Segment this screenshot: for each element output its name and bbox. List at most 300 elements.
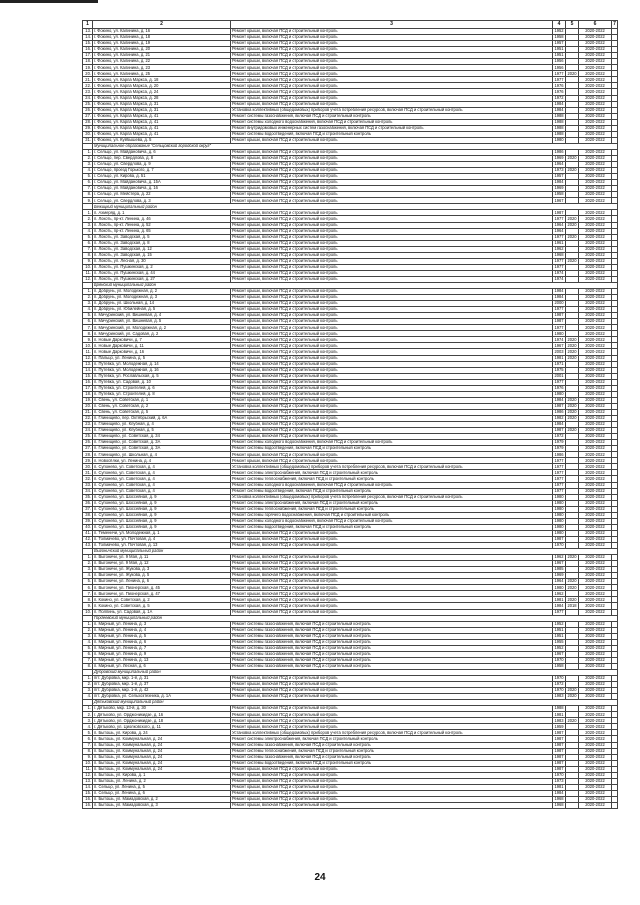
cell-start-year: 2020	[567, 222, 577, 227]
cell-address: п. Новые Дарковичи, д. 16	[93, 349, 231, 355]
cell-work-type: Ремонт крыши, включая ПСД и строительный контроль	[231, 567, 553, 573]
cell-row-number: 1.	[83, 210, 93, 216]
cell-address: п. Супонево, ул. Советская, д. 4	[93, 476, 231, 482]
cell-build-year: 1964	[554, 222, 564, 227]
cell-build-year: 1988	[554, 113, 564, 118]
cell-work-type: Ремонт крыши, включая ПСД и строительный контроль	[231, 422, 553, 428]
cell-work-type: Ремонт крыши, включая ПСД и строительный контроль	[231, 331, 553, 337]
cell-row-number: 14.	[83, 35, 93, 41]
cell-address: п. Глинищево, ул. Школьная, д. 4	[93, 452, 231, 458]
cell-address: г. Фокино, ул. Калинина, д. 23	[93, 65, 231, 71]
cell-period: 2020-2022	[579, 506, 612, 512]
cell-period: 2020-2022	[579, 95, 612, 101]
cell-work-type: Ремонт крыши, включая ПСД и строительный контроль	[231, 240, 553, 246]
cell-build-year: 1973	[554, 167, 564, 173]
cell-work-type: Ремонт системы газоснабжения, включая ПСД и строительный контроль	[231, 645, 553, 651]
cell-row-number: 22.	[83, 416, 93, 422]
cell-build-year: 1981	[554, 596, 564, 602]
cell-build-year: 1970	[554, 772, 564, 777]
cell-work-type: Ремонт крыши, включая ПСД и строительный контроль	[231, 379, 553, 385]
cell-period: 2020-2022	[579, 524, 612, 530]
cell-address: г. Фокино, ул. Карла Маркса, д. 41	[93, 125, 231, 131]
cell-build-year: 1969	[554, 155, 564, 161]
cell-work-type: Ремонт системы теплоснабжения, включая ПСД и строительный контроль	[231, 506, 553, 512]
cell-row-number: 18.	[83, 59, 93, 65]
cell-build-year: 1984	[554, 294, 564, 300]
cell-row-number: 7.	[83, 246, 93, 252]
cell-build-year: 1980	[554, 512, 564, 517]
cell-period: 2020-2022	[579, 748, 612, 754]
cell-work-type: Ремонт крыши, включая ПСД и строительный контроль	[231, 319, 553, 325]
cell-row-number: 12.	[83, 276, 93, 282]
cell-period: 2020-2022	[579, 585, 612, 591]
cell-start-year: 2020	[567, 234, 577, 239]
cell-build-year: 1980	[554, 500, 564, 505]
cell-work-type: Ремонт крыши, включая ПСД и строительный контроль	[231, 71, 553, 77]
cell-row-number: 8.	[83, 748, 93, 754]
cell-build-year: 1984	[554, 602, 564, 608]
cell-work-type: Ремонт крыши, включая ПСД и строительный контроль	[231, 162, 553, 168]
cell-work-type: Ремонт крыши, включая ПСД и строительный контроль	[231, 796, 553, 802]
cell-build-year: 1967	[554, 560, 564, 566]
cell-address: п. Выгоничи, ул. 9 Мая, д. 11	[93, 555, 231, 561]
cell-work-type: Ремонт системы газоснабжения, включая ПСД и строительный контроль	[231, 639, 553, 645]
cell-address: п. Супонево, ул. Советская, д. 4	[93, 464, 231, 470]
cell-build-year: 2001	[554, 373, 564, 378]
cell-address: п. Мичуринский, ул. Вишневая, д. 4	[93, 313, 231, 319]
cell-build-year: 1986	[554, 409, 564, 415]
cell-row-number: 39.	[83, 518, 93, 524]
cell-build-year: 1977	[554, 475, 564, 481]
cell-row-number: 32.	[83, 476, 93, 482]
cell-address: п. Локоть, ул. Заводская, д. 12	[93, 246, 231, 252]
cell-work-type: Ремонт крыши, включая ПСД и строительный контроль	[231, 234, 553, 240]
cell-address: п. Выгоничи, ул. 9 Мая, д. 12	[93, 561, 231, 567]
cell-period: 2020-2022	[579, 228, 612, 234]
cell-period: 2020-2022	[579, 621, 612, 627]
cell-address: п. Бытошь, ул. Кирова, д. 24	[93, 730, 231, 736]
cell-build-year: 1987	[554, 536, 564, 542]
cell-period: 2020-2022	[579, 784, 612, 790]
cell-work-type: Ремонт крыши, включая ПСД и строительный контроль	[231, 149, 553, 155]
cell-build-year: 1970	[554, 687, 564, 693]
cell-work-type: Установка коллективных (общедомовых) приборов учета потребления ресурсов, включая ПСД и строительный контроль	[231, 464, 553, 470]
cell-address: г. Сельцо, пер. Свердлова, д. 8	[93, 155, 231, 161]
cell-period: 2020-2022	[579, 694, 612, 700]
cell-address: п. Глинищево, ул. Советская, д. 3А	[93, 446, 231, 452]
cell-build-year: 1987	[554, 318, 564, 324]
cell-row-number: 43.	[83, 542, 93, 548]
cell-work-type: Ремонт крыши, включая ПСД и строительный контроль	[231, 198, 553, 204]
cell-row-number: 10.	[83, 760, 93, 766]
cell-period: 2020-2022	[579, 416, 612, 422]
cell-period: 2020-2022	[579, 778, 612, 784]
cell-period: 2020-2022	[579, 796, 612, 802]
cell-address: п. Локоть, ул. Заводская, д. 5	[93, 234, 231, 240]
cell-period: 2020-2022	[579, 458, 612, 464]
cell-address: п. Супонево, ул. Шоссейная, д. 9	[93, 518, 231, 524]
cell-address: г. Фокино, ул. Карла Маркса, д. 20	[93, 83, 231, 89]
cell-address: г. Сельцо, ул. Свердлова, д. 3	[93, 198, 231, 204]
cell-build-year: 1980	[554, 524, 564, 530]
cell-period: 2020-2022	[579, 440, 612, 446]
cell-address: п. Локоть, пр-кт. Ленина, д. 65	[93, 228, 231, 234]
section-title: Муниципальное образование "Сельцовский городской округ"	[93, 143, 618, 149]
cell-period: 2020-2022	[579, 385, 612, 391]
cell-build-year: 1967	[554, 197, 564, 203]
cell-address: п. Новые Дарковичи, д. 7	[93, 337, 231, 343]
cell-work-type: Ремонт крыши, включая ПСД и строительный контроль	[231, 688, 553, 694]
cell-start-year: 2020	[567, 215, 577, 221]
cell-work-type: Ремонт крыши, включая ПСД и строительный контроль	[231, 428, 553, 434]
cell-work-type: Ремонт крыши, включая ПСД и строительный контроль	[231, 361, 553, 367]
cell-work-type: Ремонт крыши, включая ПСД и строительный контроль	[231, 222, 553, 228]
cell-address: г. Фокино, ул. Карла Маркса, д. 28	[93, 95, 231, 101]
cell-address: п. Добрунь, ул. Молодежная, д. 3	[93, 295, 231, 301]
cell-row-number: 2.	[83, 627, 93, 633]
cell-work-type: Ремонт крыши, включая ПСД и строительный контроль	[231, 561, 553, 567]
cell-address: п. Локоть, ул. Пушкинская, д. 2	[93, 264, 231, 270]
cell-work-type: Ремонт системы газоснабжения, включая ПСД и строительный контроль	[231, 663, 553, 669]
cell-address: г. Сельцо, ул. Свердлова, д. 9	[93, 162, 231, 168]
cell-work-type: Ремонт крыши, включая ПСД и строительный контроль	[231, 210, 553, 216]
cell-work-type: Ремонт крыши, включая ПСД и строительный контроль	[231, 409, 553, 415]
cell-period: 2020-2022	[579, 434, 612, 440]
cell-row-number: 28.	[83, 452, 93, 458]
cell-period: 2020-2022	[579, 71, 612, 77]
cell-build-year: 1987	[554, 760, 564, 765]
cell-period: 2020-2022	[579, 101, 612, 107]
cell-work-type: Ремонт системы холодного водоснабжения, включая ПСД и строительный контроль	[231, 482, 553, 488]
cell-build-year: 1962	[554, 554, 564, 560]
cell-build-year: 1984	[554, 397, 564, 403]
cell-work-type: Ремонт крыши, включая ПСД и строительный контроль	[231, 83, 553, 89]
header-col-6: 6	[579, 21, 612, 29]
cell-period: 2020-2022	[579, 319, 612, 325]
cell-work-type: Ремонт крыши, включая ПСД и строительный контроль	[231, 270, 553, 276]
cell-build-year: 1958	[554, 663, 564, 669]
cell-address: п. Мичуринский, ул. Вишневая, д. 5	[93, 319, 231, 325]
cell-row-number: 13.	[83, 778, 93, 784]
cell-row-number: 3.	[83, 688, 93, 694]
cell-address: п. Мирный, ул. Ленина, д. 5	[93, 633, 231, 639]
cell-period: 2020-2022	[579, 730, 612, 736]
cell-row-number: 1.	[83, 706, 93, 712]
cell-address: п. Добрунь, ул. Юбилейная, д. 5	[93, 307, 231, 313]
cell-period: 2020-2022	[579, 301, 612, 307]
cell-period: 2020-2022	[579, 270, 612, 276]
cell-address: п. Новые Дарковичи, д. 11	[93, 343, 231, 349]
cell-period: 2020-2022	[579, 337, 612, 343]
cell-build-year: 1968	[554, 252, 564, 257]
cell-work-type: Ремонт крыши, включая ПСД и строительный контроль	[231, 307, 553, 313]
cell-build-year: 1967	[554, 651, 564, 657]
cell-build-year: 1982	[554, 415, 564, 421]
cell-work-type: Ремонт системы водоотведения, включая ПСД и строительный контроль	[231, 488, 553, 494]
cell-start-year: 2020	[567, 554, 577, 560]
cell-work-type: Ремонт крыши, включая ПСД и строительный контроль	[231, 403, 553, 409]
cell-address: пгт. Дубровка, мкр. 1-й, д. 37	[93, 682, 231, 688]
cell-build-year: 1977	[554, 469, 564, 475]
top-rule	[0, 0, 98, 3]
cell-work-type: Ремонт крыши, включая ПСД и строительный контроль	[231, 41, 553, 47]
cell-row-number: 13.	[83, 29, 93, 35]
cell-build-year: 1967	[554, 342, 564, 348]
cell-period: 2020-2022	[579, 663, 612, 669]
cell-row-number: 10.	[83, 343, 93, 349]
cell-period: 2020-2022	[579, 131, 612, 137]
cell-build-year: 1980	[554, 137, 564, 143]
cell-work-type: Ремонт крыши, включая ПСД и строительный контроль	[231, 373, 553, 379]
cell-start-year	[566, 803, 579, 809]
cell-period: 2020-2022	[579, 803, 612, 809]
cell-address: г. Фокино, ул. Калинина, д. 19	[93, 41, 231, 47]
cell-work-type: Ремонт крыши, включая ПСД и строительный контроль	[231, 766, 553, 772]
cell-build-year: 1951	[554, 633, 564, 638]
cell-build-year: 1987	[554, 427, 564, 433]
cell-row-number: 3.	[83, 633, 93, 639]
cell-build-year: 1958	[554, 34, 564, 40]
cell-work-type: Ремонт крыши, включая ПСД и строительный контроль	[231, 313, 553, 319]
cell-build-year: 1952	[554, 621, 564, 626]
cell-row-number: 2.	[83, 682, 93, 688]
cell-start-year: 2020	[567, 403, 577, 409]
cell-row-number: 3.	[83, 718, 93, 724]
cell-work-type: Ремонт крыши, включая ПСД и строительный контроль	[231, 355, 553, 361]
cell-row-number: 10.	[83, 609, 93, 615]
cell-build-year: 1955	[554, 639, 564, 644]
cell-work-type: Ремонт крыши, включая ПСД и строительный контроль	[231, 137, 553, 143]
cell-address: п. Свень, ул. Советская, д. 5	[93, 409, 231, 415]
cell-period: 2020-2022	[579, 307, 612, 313]
cell-build-year: 1987	[554, 209, 564, 215]
cell-build-year: 1981	[554, 355, 564, 360]
cell-work-type: Ремонт крыши, включая ПСД и строительный контроль	[231, 155, 553, 161]
cell-build-year: 1952	[554, 28, 564, 34]
cell-row-number: 27.	[83, 446, 93, 452]
cell-row-number: 9.	[83, 603, 93, 609]
cell-period: 2020-2022	[579, 367, 612, 373]
cell-period: 2020-2022	[579, 500, 612, 506]
cell-row-number: 16.	[83, 379, 93, 385]
table-header-row	[83, 21, 618, 29]
cell-work-type: Ремонт системы газоснабжения, включая ПСД и строительный контроль	[231, 742, 553, 748]
cell-build-year: 1951	[554, 627, 564, 632]
cell-period: 2020-2022	[579, 790, 612, 796]
cell-work-type: Ремонт крыши, включая ПСД и строительный контроль	[231, 301, 553, 307]
cell-row-number: 15.	[83, 373, 93, 379]
cell-build-year: 1980	[554, 584, 564, 590]
cell-work-type: Ремонт системы водоотведения, включая ПСД и строительный контроль	[231, 760, 553, 766]
cell-row-number: 3.	[83, 301, 93, 307]
cell-period: 2020-2022	[579, 89, 612, 95]
cell-address: п. Локоть, ул. Пушкинская, д. 27	[93, 276, 231, 282]
cell-period: 2020-2022	[579, 403, 612, 409]
cell-build-year: 1983	[554, 717, 564, 723]
cell-work-type: Ремонт крыши, включая ПСД и строительный контроль	[231, 65, 553, 71]
cell-col-7	[612, 803, 618, 809]
cell-build-year: 1981	[554, 784, 564, 790]
cell-build-year: 1957	[554, 40, 564, 46]
cell-period: 2020-2022	[579, 373, 612, 379]
cell-row-number: 3.	[83, 162, 93, 168]
cell-address: п. Полпинь, ул. Садовая, д. 1А	[93, 609, 231, 615]
cell-work-type: Ремонт системы газоснабжения, включая ПСД и строительный контроль	[231, 633, 553, 639]
cell-row-number: 2.	[83, 155, 93, 161]
cell-period: 2020-2022	[579, 754, 612, 760]
cell-work-type: Ремонт системы водоотведения, включая ПСД и строительный контроль	[231, 524, 553, 530]
cell-work-type: Ремонт крыши, включая ПСД и строительный контроль	[231, 216, 553, 222]
cell-period: 2020-2022	[579, 379, 612, 385]
cell-row-number: 4.	[83, 724, 93, 730]
cell-address: п. Глинищево, ул. Клубная, д. 4	[93, 422, 231, 428]
cell-address: г. Сельцо, ул. Майдановича, д. 16	[93, 186, 231, 192]
cell-address: п. Ахмеряд, д. 1	[93, 210, 231, 216]
table-body	[83, 29, 618, 809]
cell-start-year: 2020	[567, 342, 577, 348]
cell-work-type: Ремонт крыши, включая ПСД и строительный контроль	[231, 343, 553, 349]
cell-period: 2020-2022	[579, 149, 612, 155]
cell-row-number: 4.	[83, 168, 93, 174]
cell-work-type: Ремонт крыши, включая ПСД и строительный контроль	[231, 258, 553, 264]
cell-period: 2020-2022	[579, 446, 612, 452]
cell-build-year: 1971	[554, 361, 564, 366]
cell-row-number: 1.	[83, 555, 93, 561]
cell-work-type: Ремонт крыши, включая ПСД и строительный контроль	[231, 530, 553, 536]
cell-period: 2020-2022	[579, 246, 612, 252]
cell-period: 2020-2022	[579, 760, 612, 766]
cell-address: г. Фокино, ул. Калинина, д. 21	[93, 53, 231, 59]
cell-period: 2020-2022	[579, 216, 612, 222]
cell-build-year: 1951	[554, 52, 564, 58]
cell-address: п. Глинищево, ул. Советская, д. 3А	[93, 440, 231, 446]
cell-work-type: Ремонт крыши, включая ПСД и строительный контроль	[231, 47, 553, 53]
header-col-1: 1	[83, 21, 93, 29]
cell-address: п. Толмачево, ул. Почтовая, д. 13	[93, 542, 231, 548]
cell-period: 2020-2022	[579, 343, 612, 349]
cell-build-year: 1981	[554, 711, 564, 717]
cell-address: п. Путевка, ул. Садовая, д. 10	[93, 379, 231, 385]
cell-build-year: 1956	[554, 64, 564, 70]
cell-work-type: Ремонт крыши, включая ПСД и строительный контроль	[231, 95, 553, 101]
cell-work-type: Ремонт крыши, включая ПСД и строительный контроль	[231, 452, 553, 458]
header-col-5: 5	[566, 21, 579, 29]
cell-address: п. Новосёлки, ул. Ленина, д. 4	[93, 458, 231, 464]
cell-address: п. Свень, ул. Советская, д. 2	[93, 403, 231, 409]
cell-work-type: Ремонт крыши, включая ПСД и строительный контроль	[231, 29, 553, 35]
cell-period: 2020-2022	[579, 718, 612, 724]
cell-row-number: 9.	[83, 258, 93, 264]
cell-build-year: 1977	[554, 264, 564, 270]
cell-period: 2020-2022	[579, 488, 612, 494]
cell-work-type: Ремонт системы холодного водоснабжения, включая ПСД и строительный контроль	[231, 119, 553, 125]
cell-period: 2020-2022	[579, 482, 612, 488]
cell-row-number: 24.	[83, 428, 93, 434]
cell-row-number: 8.	[83, 192, 93, 198]
cell-work-type: Ремонт крыши, включая ПСД и строительный контроль	[231, 180, 553, 186]
cell-address: п. Глинищево, пер. Октябрьский, д. 6А	[93, 416, 231, 422]
cell-address: п. Путевка, ул. Строителей, д. 6	[93, 385, 231, 391]
cell-row-number: 23.	[83, 422, 93, 428]
cell-work-type: Ремонт крыши, включая ПСД и строительный контроль	[231, 458, 553, 464]
cell-period: 2020-2022	[579, 609, 612, 615]
cell-row-number: 1.	[83, 149, 93, 155]
cell-row-number: 41.	[83, 530, 93, 536]
cell-address: г. Фокино, ул. Карла Маркса, д. 41	[93, 119, 231, 125]
cell-address: г. Дятьково, ул. Орджоникидзе, д. 18	[93, 718, 231, 724]
cell-row-number: 16.	[83, 796, 93, 802]
cell-period: 2020-2022	[579, 397, 612, 403]
cell-start-year: 2020	[567, 155, 577, 161]
cell-address: п. Пальцо, ул. Ленина, д. 5	[93, 355, 231, 361]
cell-address: п. Локоть, пр-кт. Ленина, д. 52	[93, 222, 231, 228]
cell-build-year: 1987	[554, 766, 564, 771]
cell-work-type: Ремонт крыши, включая ПСД и строительный контроль	[231, 35, 553, 41]
cell-work-type: Ремонт системы электроснабжения, включая ПСД и строительный контроль	[231, 736, 553, 742]
header-col-7: 7	[613, 21, 616, 28]
cell-build-year: 1987	[554, 748, 564, 753]
cell-row-number: 14.	[83, 784, 93, 790]
cell-row-number: 30.	[83, 131, 93, 137]
cell-row-number: 9.	[83, 198, 93, 204]
cell-address: п. Супонево, ул. Шоссейная, д. 9	[93, 506, 231, 512]
cell-work-type: Ремонт крыши, включая ПСД и строительный контроль	[231, 252, 553, 258]
cell-build-year: 1980	[554, 518, 564, 524]
cell-address: г. Фокино, ул. Калинина, д. 22	[93, 59, 231, 65]
cell-period: 2020-2022	[579, 494, 612, 500]
cell-row-number: 27.	[83, 113, 93, 119]
cell-build-year: 1974	[554, 276, 564, 282]
cell-work-type: Ремонт крыши, включая ПСД и строительный контроль	[231, 790, 553, 796]
cell-row-number: 14.	[83, 367, 93, 373]
cell-work-type: Ремонт системы теплоснабжения, включая ПСД и строительный контроль	[231, 476, 553, 482]
cell-build-year: 1968	[554, 796, 564, 802]
cell-build-year: 1977	[554, 70, 564, 76]
cell-row-number: 4.	[83, 573, 93, 579]
cell-period: 2020-2022	[579, 53, 612, 59]
cell-period: 2020-2022	[579, 295, 612, 301]
cell-period: 2020-2022	[579, 688, 612, 694]
cell-build-year: 1970	[554, 657, 564, 663]
cell-address: п. Супонево, ул. Шоссейная, д. 9	[93, 524, 231, 530]
cell-address: п. Бытошь, ул. Коммунальная, д. 24	[93, 742, 231, 748]
cell-address: п. Выгоничи, ул. Пионерская, д. 47	[93, 591, 231, 597]
cell-build-year: 1962	[554, 246, 564, 251]
cell-period: 2020-2022	[579, 464, 612, 470]
cell-period: 2020-2022	[579, 276, 612, 282]
cell-work-type: Ремонт внутридомовых инженерных систем газоснабжения, включая ПСД и строительный контроль	[231, 125, 553, 131]
cell-period: 2020-2022	[579, 168, 612, 174]
cell-period: 2020-2022	[579, 192, 612, 198]
cell-start-year: 2020	[567, 415, 577, 421]
cell-build-year: 1977	[554, 215, 564, 221]
section-title: Брянский муниципальный район	[93, 282, 618, 288]
cell-row-number: 9.	[83, 337, 93, 343]
cell-period: 2020-2022	[579, 289, 612, 295]
cell-build-year: 1984	[554, 790, 564, 796]
cell-address: г. Сельцо, ул. Кирова, д. 51	[93, 174, 231, 180]
cell-work-type: Ремонт системы газоснабжения, включая ПСД и строительный контроль	[231, 651, 553, 657]
cell-period: 2020-2022	[579, 591, 612, 597]
cell-work-type: Ремонт крыши, включая ПСД и строительный контроль	[231, 228, 553, 234]
cell-row-number: 19.	[83, 65, 93, 71]
cell-address: г. Фокино, ул. Карла Маркса, д. 31	[93, 101, 231, 107]
cell-build-year: 1977	[554, 234, 564, 239]
cell-row-number: 7.	[83, 742, 93, 748]
cell-work-type: Ремонт крыши, включая ПСД и строительный контроль	[231, 59, 553, 65]
cell-row-number: 1.	[83, 289, 93, 295]
cell-build-year: 1987	[554, 729, 564, 735]
